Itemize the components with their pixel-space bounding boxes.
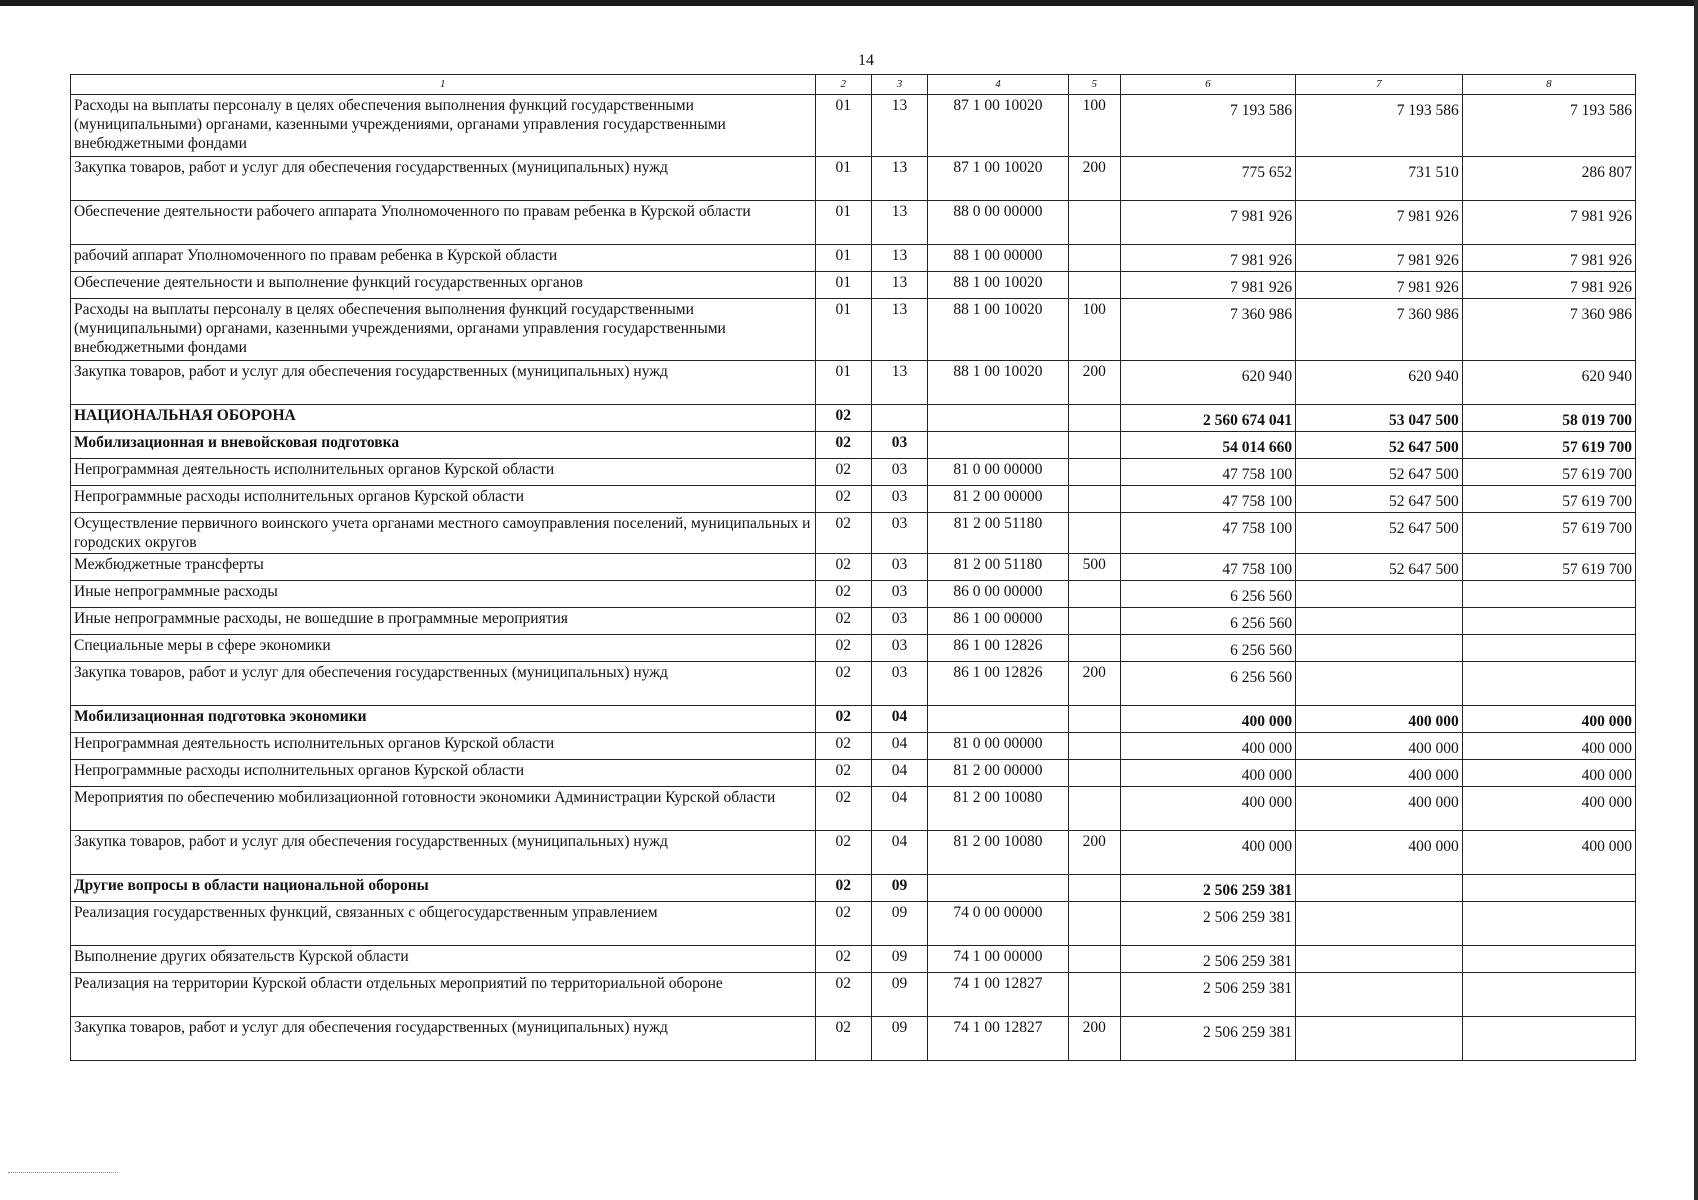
row-sum-2-cell (1296, 662, 1463, 706)
row-name-cell: Непрограммная деятельность исполнительных органов Курской области (71, 733, 816, 760)
row-sum-1-cell: 400 000 (1120, 733, 1295, 760)
row-target-article-cell: 86 1 00 00000 (928, 608, 1069, 635)
row-target-article-cell: 86 0 00 00000 (928, 581, 1069, 608)
row-section-cell: 02 (815, 706, 871, 733)
row-expense-type-cell: 200 (1068, 157, 1120, 201)
row-subsection-cell: 13 (871, 245, 927, 272)
row-sum-1-cell: 7 360 986 (1120, 299, 1295, 361)
row-sum-2-cell: 400 000 (1296, 733, 1463, 760)
row-sum-3-cell: 7 981 926 (1462, 272, 1635, 299)
row-expense-type-cell (1068, 902, 1120, 946)
row-sum-3-cell (1462, 1017, 1635, 1061)
row-sum-2-cell: 53 047 500 (1296, 405, 1463, 432)
table-row (71, 299, 1636, 361)
table-body (71, 95, 1636, 1061)
row-subsection-cell: 04 (871, 831, 927, 875)
row-sum-2-cell (1296, 973, 1463, 1017)
row-sum-2-cell (1296, 902, 1463, 946)
row-subsection-cell: 04 (871, 787, 927, 831)
row-sum-3-cell: 57 619 700 (1462, 459, 1635, 486)
row-sum-3-cell (1462, 635, 1635, 662)
row-target-article-cell: 81 2 00 00000 (928, 486, 1069, 513)
row-sum-1-cell: 2 506 259 381 (1120, 973, 1295, 1017)
row-sum-2-cell: 7 360 986 (1296, 299, 1463, 361)
row-subsection-cell: 04 (871, 760, 927, 787)
row-sum-3-cell (1462, 662, 1635, 706)
column-header-3: 3 (871, 75, 927, 95)
row-target-article-cell: 88 1 00 10020 (928, 272, 1069, 299)
table-row (71, 733, 1636, 760)
table-row (71, 902, 1636, 946)
row-subsection-cell: 03 (871, 554, 927, 581)
row-sum-3-cell (1462, 608, 1635, 635)
row-sum-1-cell: 2 560 674 041 (1120, 405, 1295, 432)
table-row (71, 760, 1636, 787)
row-sum-1-cell: 775 652 (1120, 157, 1295, 201)
row-sum-2-cell: 731 510 (1296, 157, 1463, 201)
row-expense-type-cell: 200 (1068, 1017, 1120, 1061)
row-section-cell: 02 (815, 513, 871, 554)
row-sum-1-cell: 400 000 (1120, 831, 1295, 875)
table-row (71, 662, 1636, 706)
row-name-cell: Закупка товаров, работ и услуг для обеспечения государственных (муниципальных) нужд (71, 831, 816, 875)
row-target-article-cell: 86 1 00 12826 (928, 662, 1069, 706)
row-sum-1-cell: 400 000 (1120, 706, 1295, 733)
row-sum-1-cell: 2 506 259 381 (1120, 1017, 1295, 1061)
row-sum-3-cell: 57 619 700 (1462, 554, 1635, 581)
row-name-cell: Закупка товаров, работ и услуг для обеспечения государственных (муниципальных) нужд (71, 361, 816, 405)
row-expense-type-cell (1068, 245, 1120, 272)
row-section-cell: 02 (815, 875, 871, 902)
row-expense-type-cell (1068, 201, 1120, 245)
row-expense-type-cell (1068, 459, 1120, 486)
row-name-cell: Иные непрограммные расходы (71, 581, 816, 608)
row-expense-type-cell (1068, 733, 1120, 760)
row-sum-3-cell: 400 000 (1462, 787, 1635, 831)
row-section-cell: 01 (815, 361, 871, 405)
row-name-cell: Выполнение других обязательств Курской области (71, 946, 816, 973)
row-sum-2-cell (1296, 946, 1463, 973)
row-expense-type-cell (1068, 973, 1120, 1017)
row-expense-type-cell (1068, 486, 1120, 513)
row-section-cell: 01 (815, 201, 871, 245)
row-target-article-cell (928, 432, 1069, 459)
row-subsection-cell: 04 (871, 733, 927, 760)
row-sum-3-cell: 286 807 (1462, 157, 1635, 201)
row-name-cell: Закупка товаров, работ и услуг для обеспечения государственных (муниципальных) нужд (71, 662, 816, 706)
row-sum-2-cell: 52 647 500 (1296, 432, 1463, 459)
row-target-article-cell: 86 1 00 12826 (928, 635, 1069, 662)
table-row (71, 486, 1636, 513)
row-target-article-cell: 74 1 00 00000 (928, 946, 1069, 973)
row-name-cell: Закупка товаров, работ и услуг для обеспечения государственных (муниципальных) нужд (71, 1017, 816, 1061)
row-subsection-cell: 03 (871, 635, 927, 662)
row-name-cell: НАЦИОНАЛЬНАЯ ОБОРОНА (71, 405, 816, 432)
column-header-4: 4 (928, 75, 1069, 95)
table-row (71, 513, 1636, 554)
table-row (71, 245, 1636, 272)
row-target-article-cell: 81 2 00 51180 (928, 513, 1069, 554)
row-sum-2-cell: 7 981 926 (1296, 201, 1463, 245)
row-sum-1-cell: 7 981 926 (1120, 272, 1295, 299)
row-target-article-cell: 87 1 00 10020 (928, 157, 1069, 201)
row-name-cell: Специальные меры в сфере экономики (71, 635, 816, 662)
row-expense-type-cell: 100 (1068, 95, 1120, 157)
row-subsection-cell: 13 (871, 272, 927, 299)
row-expense-type-cell (1068, 405, 1120, 432)
row-name-cell: рабочий аппарат Уполномоченного по правам ребенка в Курской области (71, 245, 816, 272)
row-subsection-cell: 09 (871, 946, 927, 973)
row-sum-3-cell: 57 619 700 (1462, 486, 1635, 513)
row-subsection-cell: 04 (871, 706, 927, 733)
row-subsection-cell: 03 (871, 486, 927, 513)
row-sum-3-cell: 58 019 700 (1462, 405, 1635, 432)
row-sum-3-cell: 620 940 (1462, 361, 1635, 405)
row-expense-type-cell: 100 (1068, 299, 1120, 361)
row-sum-3-cell (1462, 946, 1635, 973)
column-header-6: 6 (1120, 75, 1295, 95)
row-subsection-cell: 03 (871, 662, 927, 706)
row-section-cell: 01 (815, 299, 871, 361)
row-expense-type-cell (1068, 432, 1120, 459)
row-expense-type-cell (1068, 272, 1120, 299)
row-sum-2-cell: 7 981 926 (1296, 272, 1463, 299)
row-expense-type-cell (1068, 946, 1120, 973)
row-name-cell: Расходы на выплаты персоналу в целях обеспечения выполнения функций государственными (муниципальными) органами, казенными учреждениями, органами управления государственными внебюджетными фондами (71, 299, 816, 361)
row-sum-2-cell: 52 647 500 (1296, 459, 1463, 486)
row-target-article-cell: 81 2 00 00000 (928, 760, 1069, 787)
row-sum-1-cell: 2 506 259 381 (1120, 902, 1295, 946)
row-sum-2-cell: 7 981 926 (1296, 245, 1463, 272)
row-sum-1-cell: 2 506 259 381 (1120, 946, 1295, 973)
row-target-article-cell: 81 0 00 00000 (928, 733, 1069, 760)
table-row (71, 157, 1636, 201)
row-subsection-cell: 09 (871, 902, 927, 946)
table-row (71, 973, 1636, 1017)
budget-table (70, 74, 1636, 1061)
row-section-cell: 02 (815, 459, 871, 486)
row-sum-2-cell: 400 000 (1296, 831, 1463, 875)
row-target-article-cell: 81 2 00 10080 (928, 787, 1069, 831)
row-expense-type-cell: 500 (1068, 554, 1120, 581)
row-subsection-cell: 13 (871, 299, 927, 361)
row-section-cell: 02 (815, 733, 871, 760)
table-row (71, 831, 1636, 875)
row-section-cell: 02 (815, 831, 871, 875)
row-section-cell: 02 (815, 635, 871, 662)
column-header-8: 8 (1462, 75, 1635, 95)
table-row (71, 272, 1636, 299)
row-sum-2-cell: 400 000 (1296, 706, 1463, 733)
row-sum-2-cell: 52 647 500 (1296, 554, 1463, 581)
row-sum-1-cell: 7 981 926 (1120, 201, 1295, 245)
table-row (71, 946, 1636, 973)
table-row (71, 459, 1636, 486)
row-target-article-cell (928, 405, 1069, 432)
row-target-article-cell: 74 1 00 12827 (928, 1017, 1069, 1061)
row-name-cell: Непрограммные расходы исполнительных органов Курской области (71, 760, 816, 787)
scan-edge-top (0, 0, 1698, 6)
row-sum-1-cell: 400 000 (1120, 760, 1295, 787)
row-target-article-cell: 81 2 00 51180 (928, 554, 1069, 581)
table-row (71, 95, 1636, 157)
row-sum-1-cell: 47 758 100 (1120, 459, 1295, 486)
row-section-cell: 02 (815, 486, 871, 513)
row-target-article-cell: 88 1 00 00000 (928, 245, 1069, 272)
table-row (71, 875, 1636, 902)
row-sum-1-cell: 7 981 926 (1120, 245, 1295, 272)
row-sum-2-cell (1296, 1017, 1463, 1061)
row-subsection-cell: 09 (871, 973, 927, 1017)
column-number-row (71, 75, 1636, 95)
row-subsection-cell (871, 405, 927, 432)
row-section-cell: 02 (815, 902, 871, 946)
row-subsection-cell: 03 (871, 608, 927, 635)
row-name-cell: Реализация государственных функций, связанных с общегосударственным управлением (71, 902, 816, 946)
row-expense-type-cell (1068, 635, 1120, 662)
row-target-article-cell: 88 0 00 00000 (928, 201, 1069, 245)
row-section-cell: 02 (815, 760, 871, 787)
row-subsection-cell: 03 (871, 432, 927, 459)
row-sum-3-cell: 7 981 926 (1462, 201, 1635, 245)
row-name-cell: Закупка товаров, работ и услуг для обеспечения государственных (муниципальных) нужд (71, 157, 816, 201)
row-name-cell: Другие вопросы в области национальной обороны (71, 875, 816, 902)
column-header-1: 1 (71, 75, 816, 95)
row-expense-type-cell: 200 (1068, 361, 1120, 405)
table-row (71, 608, 1636, 635)
row-name-cell: Осуществление первичного воинского учета органами местного самоуправления поселений, муниципальных и городских округов (71, 513, 816, 554)
row-sum-1-cell: 7 193 586 (1120, 95, 1295, 157)
row-name-cell: Межбюджетные трансферты (71, 554, 816, 581)
row-section-cell: 02 (815, 405, 871, 432)
row-sum-2-cell: 400 000 (1296, 787, 1463, 831)
row-section-cell: 01 (815, 157, 871, 201)
table-row (71, 554, 1636, 581)
row-sum-2-cell: 620 940 (1296, 361, 1463, 405)
row-expense-type-cell (1068, 787, 1120, 831)
row-target-article-cell: 88 1 00 10020 (928, 361, 1069, 405)
row-section-cell: 01 (815, 245, 871, 272)
row-expense-type-cell (1068, 581, 1120, 608)
row-section-cell: 02 (815, 554, 871, 581)
row-name-cell: Реализация на территории Курской области отдельных мероприятий по территориальной обороне (71, 973, 816, 1017)
row-expense-type-cell (1068, 608, 1120, 635)
row-target-article-cell: 74 0 00 00000 (928, 902, 1069, 946)
row-target-article-cell: 87 1 00 10020 (928, 95, 1069, 157)
row-subsection-cell: 13 (871, 157, 927, 201)
column-header-2: 2 (815, 75, 871, 95)
row-sum-1-cell: 6 256 560 (1120, 581, 1295, 608)
row-section-cell: 02 (815, 787, 871, 831)
row-section-cell: 02 (815, 432, 871, 459)
row-sum-1-cell: 47 758 100 (1120, 513, 1295, 554)
row-sum-2-cell (1296, 581, 1463, 608)
scan-footer-mark (8, 1172, 118, 1174)
row-sum-3-cell (1462, 902, 1635, 946)
row-sum-1-cell: 47 758 100 (1120, 554, 1295, 581)
row-name-cell: Обеспечение деятельности рабочего аппарата Уполномоченного по правам ребенка в Курской области (71, 201, 816, 245)
row-section-cell: 01 (815, 272, 871, 299)
row-sum-1-cell: 6 256 560 (1120, 662, 1295, 706)
row-section-cell: 02 (815, 608, 871, 635)
row-sum-3-cell (1462, 581, 1635, 608)
row-sum-1-cell: 54 014 660 (1120, 432, 1295, 459)
column-header-7: 7 (1296, 75, 1463, 95)
row-sum-1-cell: 620 940 (1120, 361, 1295, 405)
row-expense-type-cell: 200 (1068, 662, 1120, 706)
row-sum-1-cell: 47 758 100 (1120, 486, 1295, 513)
row-name-cell: Обеспечение деятельности и выполнение функций государственных органов (71, 272, 816, 299)
row-name-cell: Иные непрограммные расходы, не вошедшие в программные мероприятия (71, 608, 816, 635)
row-sum-1-cell: 6 256 560 (1120, 635, 1295, 662)
row-subsection-cell: 03 (871, 581, 927, 608)
row-target-article-cell: 74 1 00 12827 (928, 973, 1069, 1017)
row-sum-2-cell: 52 647 500 (1296, 513, 1463, 554)
row-target-article-cell: 81 0 00 00000 (928, 459, 1069, 486)
row-name-cell: Мероприятия по обеспечению мобилизационной готовности экономики Администрации Курской области (71, 787, 816, 831)
row-target-article-cell: 88 1 00 10020 (928, 299, 1069, 361)
table-row (71, 706, 1636, 733)
row-sum-3-cell (1462, 875, 1635, 902)
row-sum-2-cell: 400 000 (1296, 760, 1463, 787)
row-expense-type-cell (1068, 875, 1120, 902)
row-name-cell: Расходы на выплаты персоналу в целях обеспечения выполнения функций государственными (муниципальными) органами, казенными учреждениями, органами управления государственными внебюджетными фондами (71, 95, 816, 157)
table-row (71, 405, 1636, 432)
row-sum-3-cell: 400 000 (1462, 733, 1635, 760)
table-row (71, 787, 1636, 831)
row-sum-3-cell: 57 619 700 (1462, 432, 1635, 459)
row-sum-2-cell: 7 193 586 (1296, 95, 1463, 157)
row-target-article-cell (928, 875, 1069, 902)
table-row (71, 581, 1636, 608)
page-number: 14 (858, 52, 874, 69)
row-sum-1-cell: 6 256 560 (1120, 608, 1295, 635)
row-subsection-cell: 13 (871, 201, 927, 245)
row-sum-2-cell: 52 647 500 (1296, 486, 1463, 513)
row-target-article-cell: 81 2 00 10080 (928, 831, 1069, 875)
row-sum-3-cell: 57 619 700 (1462, 513, 1635, 554)
row-expense-type-cell (1068, 513, 1120, 554)
row-name-cell: Мобилизационная подготовка экономики (71, 706, 816, 733)
table-row (71, 1017, 1636, 1061)
row-expense-type-cell: 200 (1068, 831, 1120, 875)
row-sum-1-cell: 2 506 259 381 (1120, 875, 1295, 902)
table-row (71, 635, 1636, 662)
row-subsection-cell: 13 (871, 361, 927, 405)
row-sum-3-cell: 400 000 (1462, 760, 1635, 787)
row-subsection-cell: 09 (871, 1017, 927, 1061)
row-expense-type-cell (1068, 760, 1120, 787)
table-row (71, 432, 1636, 459)
row-name-cell: Мобилизационная и вневойсковая подготовка (71, 432, 816, 459)
row-sum-2-cell (1296, 875, 1463, 902)
row-subsection-cell: 03 (871, 513, 927, 554)
row-sum-1-cell: 400 000 (1120, 787, 1295, 831)
row-subsection-cell: 13 (871, 95, 927, 157)
row-sum-3-cell: 400 000 (1462, 706, 1635, 733)
row-target-article-cell (928, 706, 1069, 733)
row-sum-3-cell: 7 193 586 (1462, 95, 1635, 157)
row-section-cell: 02 (815, 662, 871, 706)
row-expense-type-cell (1068, 706, 1120, 733)
row-section-cell: 02 (815, 946, 871, 973)
table-row (71, 361, 1636, 405)
row-name-cell: Непрограммная деятельность исполнительных органов Курской области (71, 459, 816, 486)
row-sum-3-cell: 7 360 986 (1462, 299, 1635, 361)
row-subsection-cell: 09 (871, 875, 927, 902)
row-section-cell: 01 (815, 95, 871, 157)
table-row (71, 201, 1636, 245)
column-header-5: 5 (1068, 75, 1120, 95)
row-subsection-cell: 03 (871, 459, 927, 486)
row-section-cell: 02 (815, 581, 871, 608)
row-name-cell: Непрограммные расходы исполнительных органов Курской области (71, 486, 816, 513)
row-sum-3-cell: 7 981 926 (1462, 245, 1635, 272)
row-section-cell: 02 (815, 1017, 871, 1061)
scan-edge-right (1694, 0, 1698, 1200)
row-sum-3-cell (1462, 973, 1635, 1017)
row-section-cell: 02 (815, 973, 871, 1017)
row-sum-2-cell (1296, 608, 1463, 635)
row-sum-3-cell: 400 000 (1462, 831, 1635, 875)
row-sum-2-cell (1296, 635, 1463, 662)
